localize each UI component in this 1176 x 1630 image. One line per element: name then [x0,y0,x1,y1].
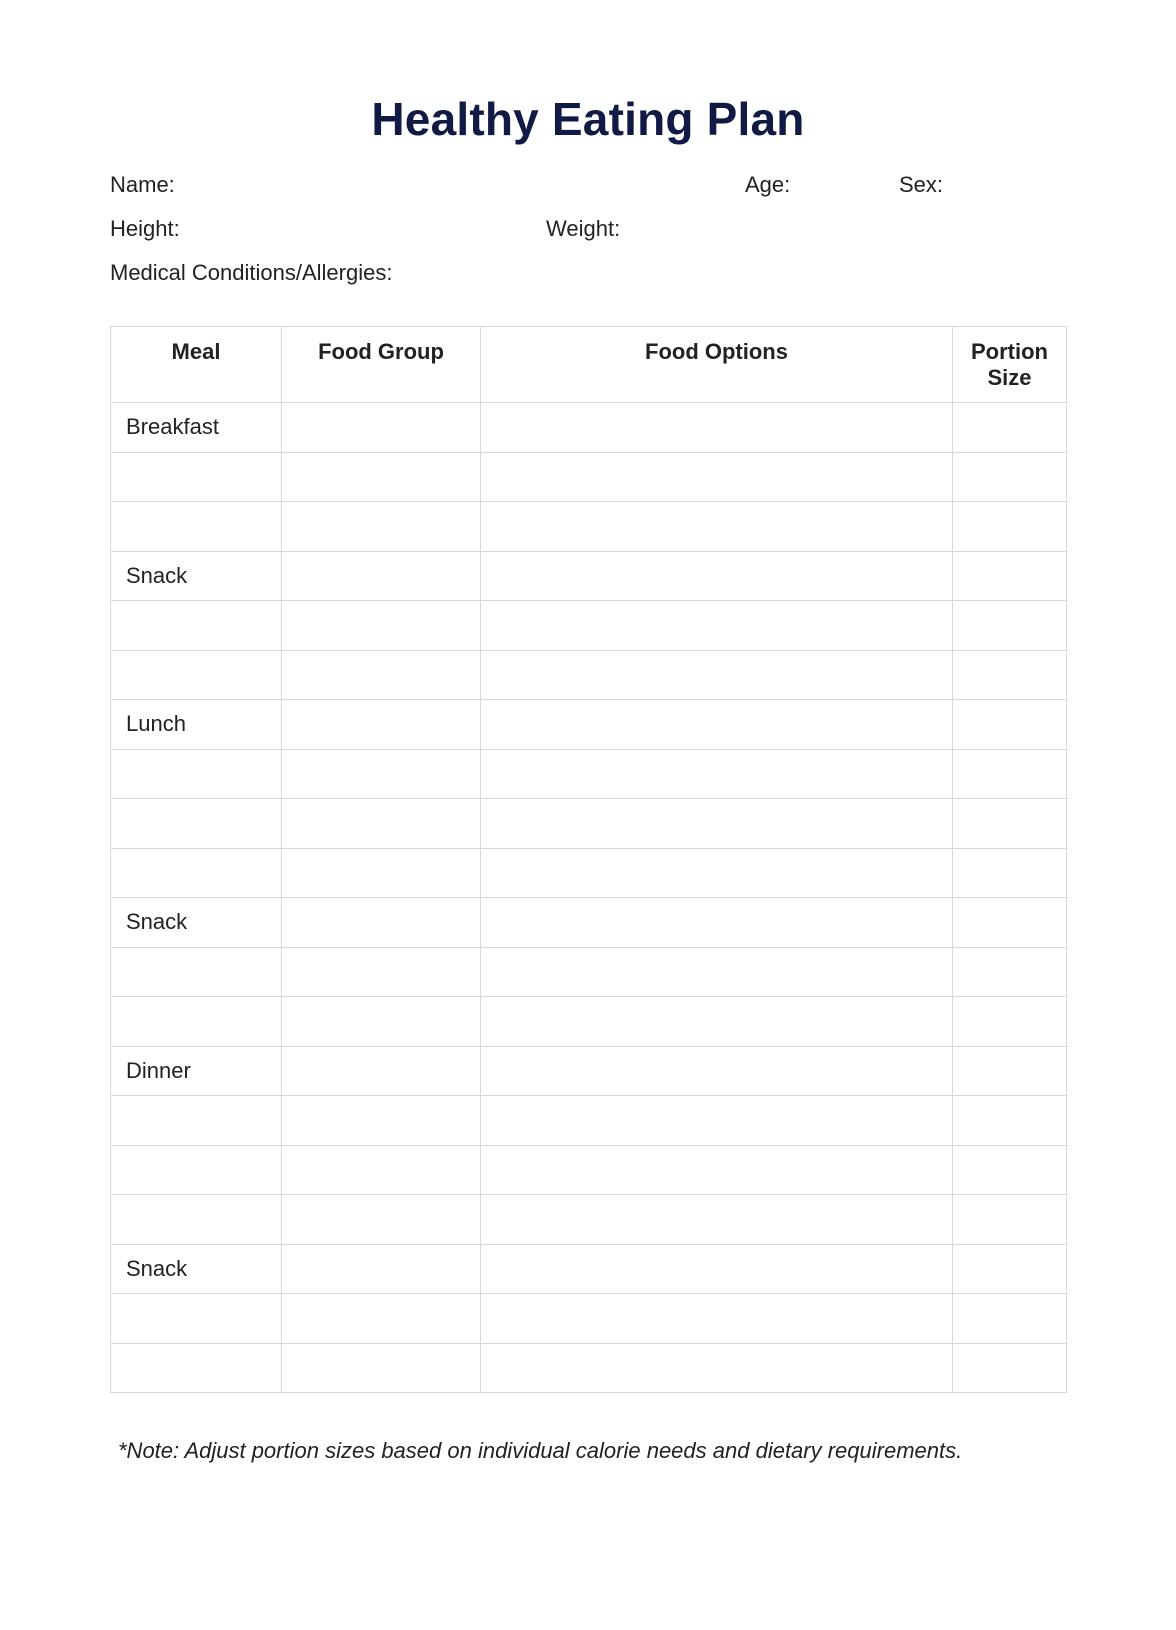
table-row [111,1343,1067,1393]
portion-size-cell[interactable] [953,502,1067,552]
meal-cell [111,1294,282,1344]
food-group-cell[interactable] [282,551,481,601]
food-options-cell[interactable] [481,601,953,651]
portion-size-cell[interactable] [953,1343,1067,1393]
food-group-cell[interactable] [282,947,481,997]
table-row [111,1145,1067,1195]
meal-plan-table [110,326,1067,1393]
table-row [111,700,1067,750]
portion-size-cell[interactable] [953,551,1067,601]
food-options-cell[interactable] [481,749,953,799]
food-group-cell[interactable] [282,997,481,1047]
header-portion-size: Portion Size [953,327,1067,403]
food-group-cell[interactable] [282,1096,481,1146]
table-row [111,947,1067,997]
meal-cell: Dinner [111,1046,282,1096]
table-row [111,403,1067,453]
portion-size-cell[interactable] [953,601,1067,651]
table-row [111,1096,1067,1146]
portion-size-cell[interactable] [953,1096,1067,1146]
food-group-cell[interactable] [282,502,481,552]
table-row [111,452,1067,502]
header-food-options: Food Options [481,327,953,403]
weight-label: Weight: [546,216,621,241]
meal-cell: Snack [111,1244,282,1294]
table-row [111,1046,1067,1096]
table-row [111,997,1067,1047]
meal-cell [111,502,282,552]
portion-size-cell[interactable] [953,1046,1067,1096]
food-group-cell[interactable] [282,799,481,849]
portion-size-cell[interactable] [953,650,1067,700]
portion-size-cell[interactable] [953,452,1067,502]
food-group-cell[interactable] [282,601,481,651]
food-options-cell[interactable] [481,1195,953,1245]
footnote: *Note: Adjust portion sizes based on individual calorie needs and dietary requirements. [118,1438,963,1463]
portion-size-cell[interactable] [953,749,1067,799]
food-options-cell[interactable] [481,997,953,1047]
portion-size-cell[interactable] [953,1145,1067,1195]
meal-cell [111,650,282,700]
meal-cell: Snack [111,551,282,601]
header-food-group: Food Group [282,327,481,403]
food-options-cell[interactable] [481,947,953,997]
meal-cell [111,1096,282,1146]
food-options-cell[interactable] [481,1244,953,1294]
food-group-cell[interactable] [282,749,481,799]
name-label: Name: [110,172,175,197]
table-row [111,551,1067,601]
food-options-cell[interactable] [481,403,953,453]
food-group-cell[interactable] [282,848,481,898]
food-options-cell[interactable] [481,1343,953,1393]
meal-cell: Breakfast [111,403,282,453]
food-group-cell[interactable] [282,700,481,750]
food-group-cell[interactable] [282,1294,481,1344]
table-row [111,502,1067,552]
food-options-cell[interactable] [481,1145,953,1195]
meal-cell: Snack [111,898,282,948]
meal-cell: Lunch [111,700,282,750]
portion-size-cell[interactable] [953,997,1067,1047]
portion-size-cell[interactable] [953,947,1067,997]
table-row [111,1294,1067,1344]
height-label: Height: [110,216,180,241]
food-options-cell[interactable] [481,452,953,502]
meal-cell [111,601,282,651]
food-options-cell[interactable] [481,502,953,552]
table-row [111,799,1067,849]
meal-cell [111,1195,282,1245]
meal-cell [111,848,282,898]
food-options-cell[interactable] [481,799,953,849]
food-group-cell[interactable] [282,898,481,948]
portion-size-cell[interactable] [953,898,1067,948]
food-options-cell[interactable] [481,848,953,898]
table-row [111,650,1067,700]
portion-size-cell[interactable] [953,848,1067,898]
meal-cell [111,997,282,1047]
sex-label: Sex: [899,172,944,197]
portion-size-cell[interactable] [953,700,1067,750]
food-options-cell[interactable] [481,1096,953,1146]
food-options-cell[interactable] [481,700,953,750]
food-options-cell[interactable] [481,1046,953,1096]
meal-cell [111,749,282,799]
food-options-cell[interactable] [481,650,953,700]
meal-cell [111,452,282,502]
food-options-cell[interactable] [481,898,953,948]
table-row [111,1195,1067,1245]
table-row [111,848,1067,898]
portion-size-cell[interactable] [953,799,1067,849]
meal-cell [111,1343,282,1393]
food-group-cell[interactable] [282,650,481,700]
portion-size-cell[interactable] [953,1195,1067,1245]
page-title: Healthy Eating Plan [371,93,805,145]
portion-size-cell[interactable] [953,403,1067,453]
table-row [111,601,1067,651]
meal-cell [111,947,282,997]
table-header-row [111,327,1067,403]
food-group-cell[interactable] [282,1343,481,1393]
food-group-cell[interactable] [282,403,481,453]
header-meal: Meal [111,327,282,403]
medical-conditions-label: Medical Conditions/Allergies: [110,260,393,285]
portion-size-cell[interactable] [953,1244,1067,1294]
food-group-cell[interactable] [282,452,481,502]
food-group-cell[interactable] [282,1046,481,1096]
portion-size-cell[interactable] [953,1294,1067,1344]
food-group-cell[interactable] [282,1195,481,1245]
table-body [111,403,1067,1393]
food-options-cell[interactable] [481,551,953,601]
food-group-cell[interactable] [282,1145,481,1195]
meal-cell [111,799,282,849]
table-row [111,1244,1067,1294]
table-row [111,898,1067,948]
table-row [111,749,1067,799]
food-group-cell[interactable] [282,1244,481,1294]
age-label: Age: [745,172,791,197]
food-options-cell[interactable] [481,1294,953,1344]
meal-cell [111,1145,282,1195]
